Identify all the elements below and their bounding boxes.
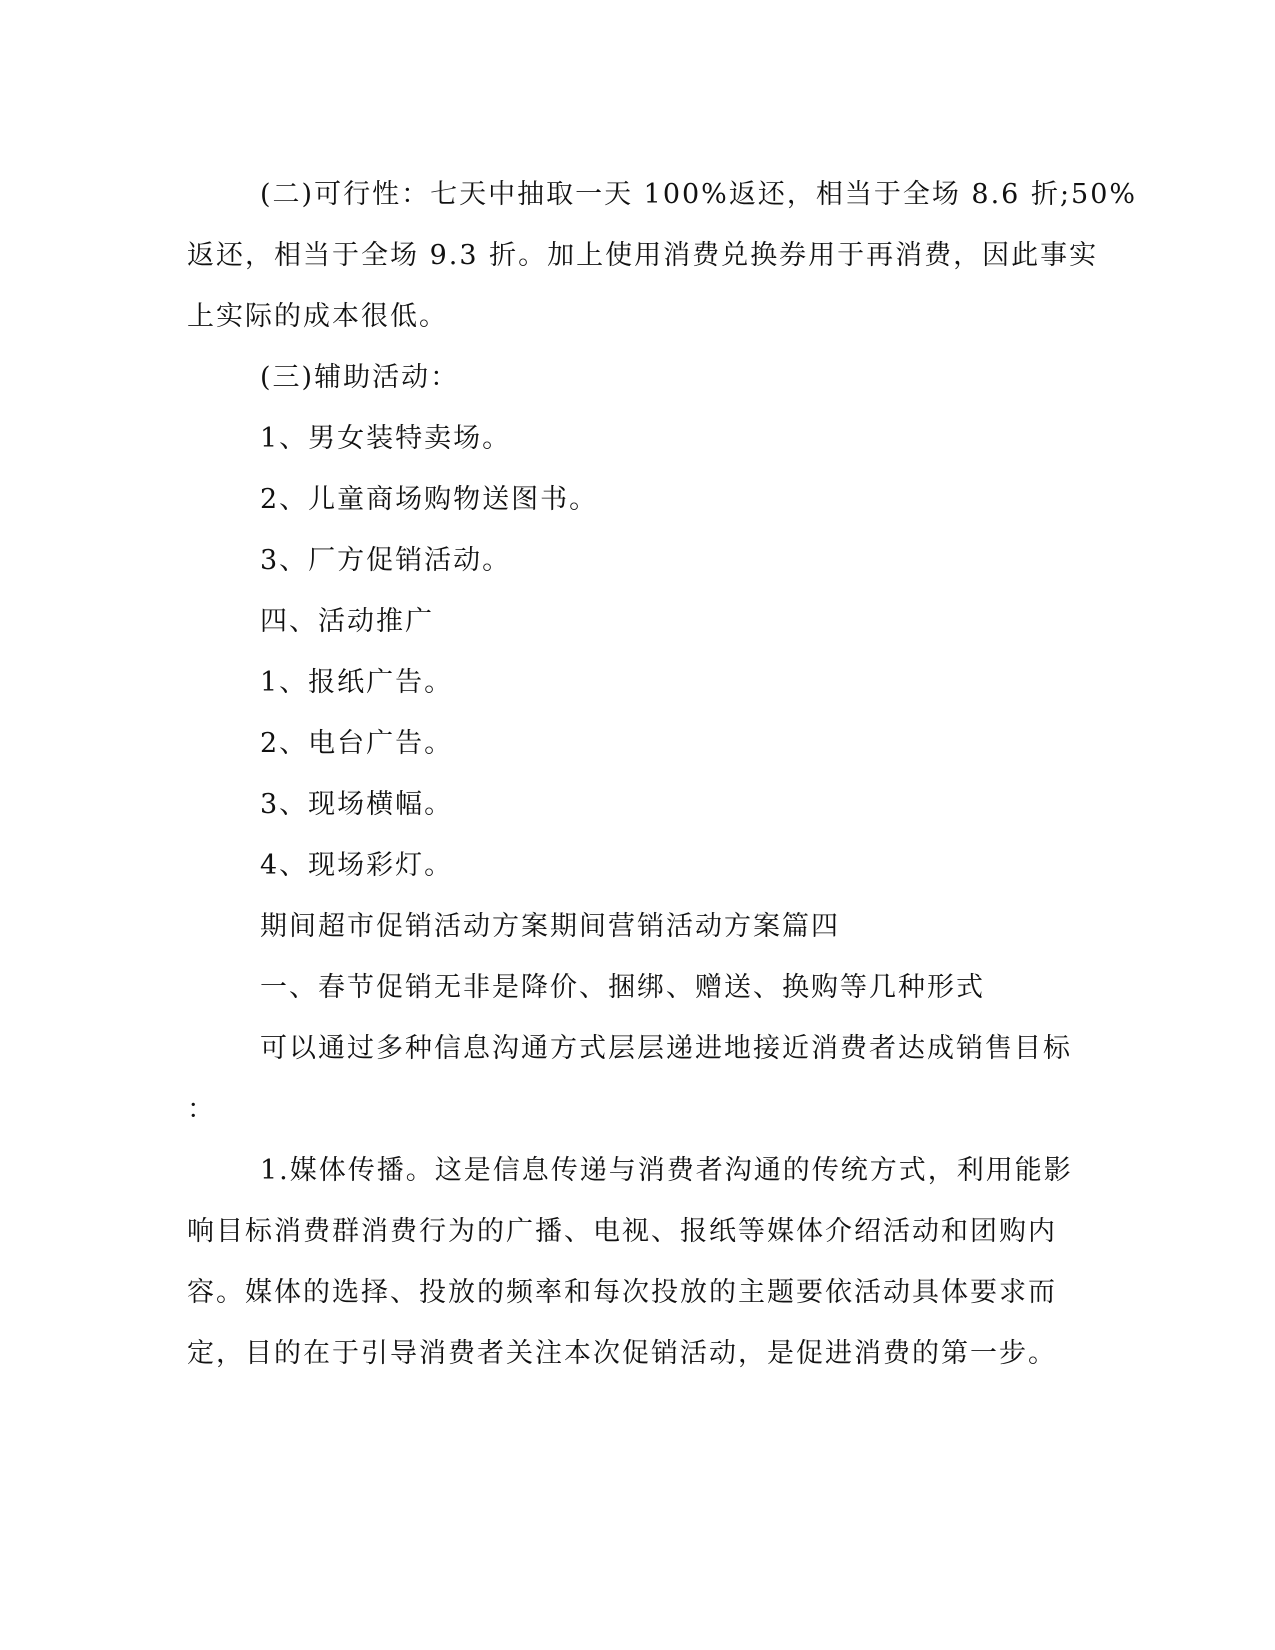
- heading-auxiliary-activities: (三)辅助活动：: [260, 362, 460, 393]
- paragraph-communication-line-1: 可以通过多种信息沟通方式层层递进地接近消费者达成销售目标: [260, 1033, 1072, 1064]
- list-item-auxiliary-2: 2、儿童商场购物送图书。: [260, 484, 599, 515]
- paragraph-media-line-1: 1.媒体传播。这是信息传递与消费者沟通的传统方式，利用能影: [260, 1155, 1073, 1186]
- paragraph-feasibility-line-1: (二)可行性：七天中抽取一天 100%返还，相当于全场 8.6 折;50%: [260, 179, 1138, 210]
- document-body: [187, 164, 1138, 1384]
- paragraph-media-line-4: 定，目的在于引导消费者关注本次促销活动，是促进消费的第一步。: [187, 1338, 1057, 1369]
- section-title-part-four: 期间超市促销活动方案期间营销活动方案篇四: [260, 911, 840, 942]
- paragraph-feasibility-line-3: 上实际的成本很低。: [187, 301, 448, 332]
- list-item-promotion-4: 4、现场彩灯。: [260, 850, 454, 881]
- list-item-promotion-1: 1、报纸广告。: [260, 667, 454, 698]
- list-item-auxiliary-1: 1、男女装特卖场。: [260, 423, 512, 454]
- paragraph-media-line-2: 响目标消费群消费行为的广播、电视、报纸等媒体介绍活动和团购内: [187, 1216, 1057, 1247]
- heading-promotion: 四、活动推广: [260, 606, 434, 637]
- list-item-promotion-2: 2、电台广告。: [260, 728, 454, 759]
- list-item-promotion-3: 3、现场横幅。: [260, 789, 454, 820]
- heading-spring-festival: 一、春节促销无非是降价、捆绑、赠送、换购等几种形式: [260, 972, 985, 1003]
- list-item-auxiliary-3: 3、厂方促销活动。: [260, 545, 512, 576]
- paragraph-communication-line-2: ：: [187, 1094, 216, 1125]
- paragraph-feasibility-line-2: 返还，相当于全场 9.3 折。加上使用消费兑换券用于再消费，因此事实: [187, 240, 1099, 271]
- paragraph-media-line-3: 容。媒体的选择、投放的频率和每次投放的主题要依活动具体要求而: [187, 1277, 1057, 1308]
